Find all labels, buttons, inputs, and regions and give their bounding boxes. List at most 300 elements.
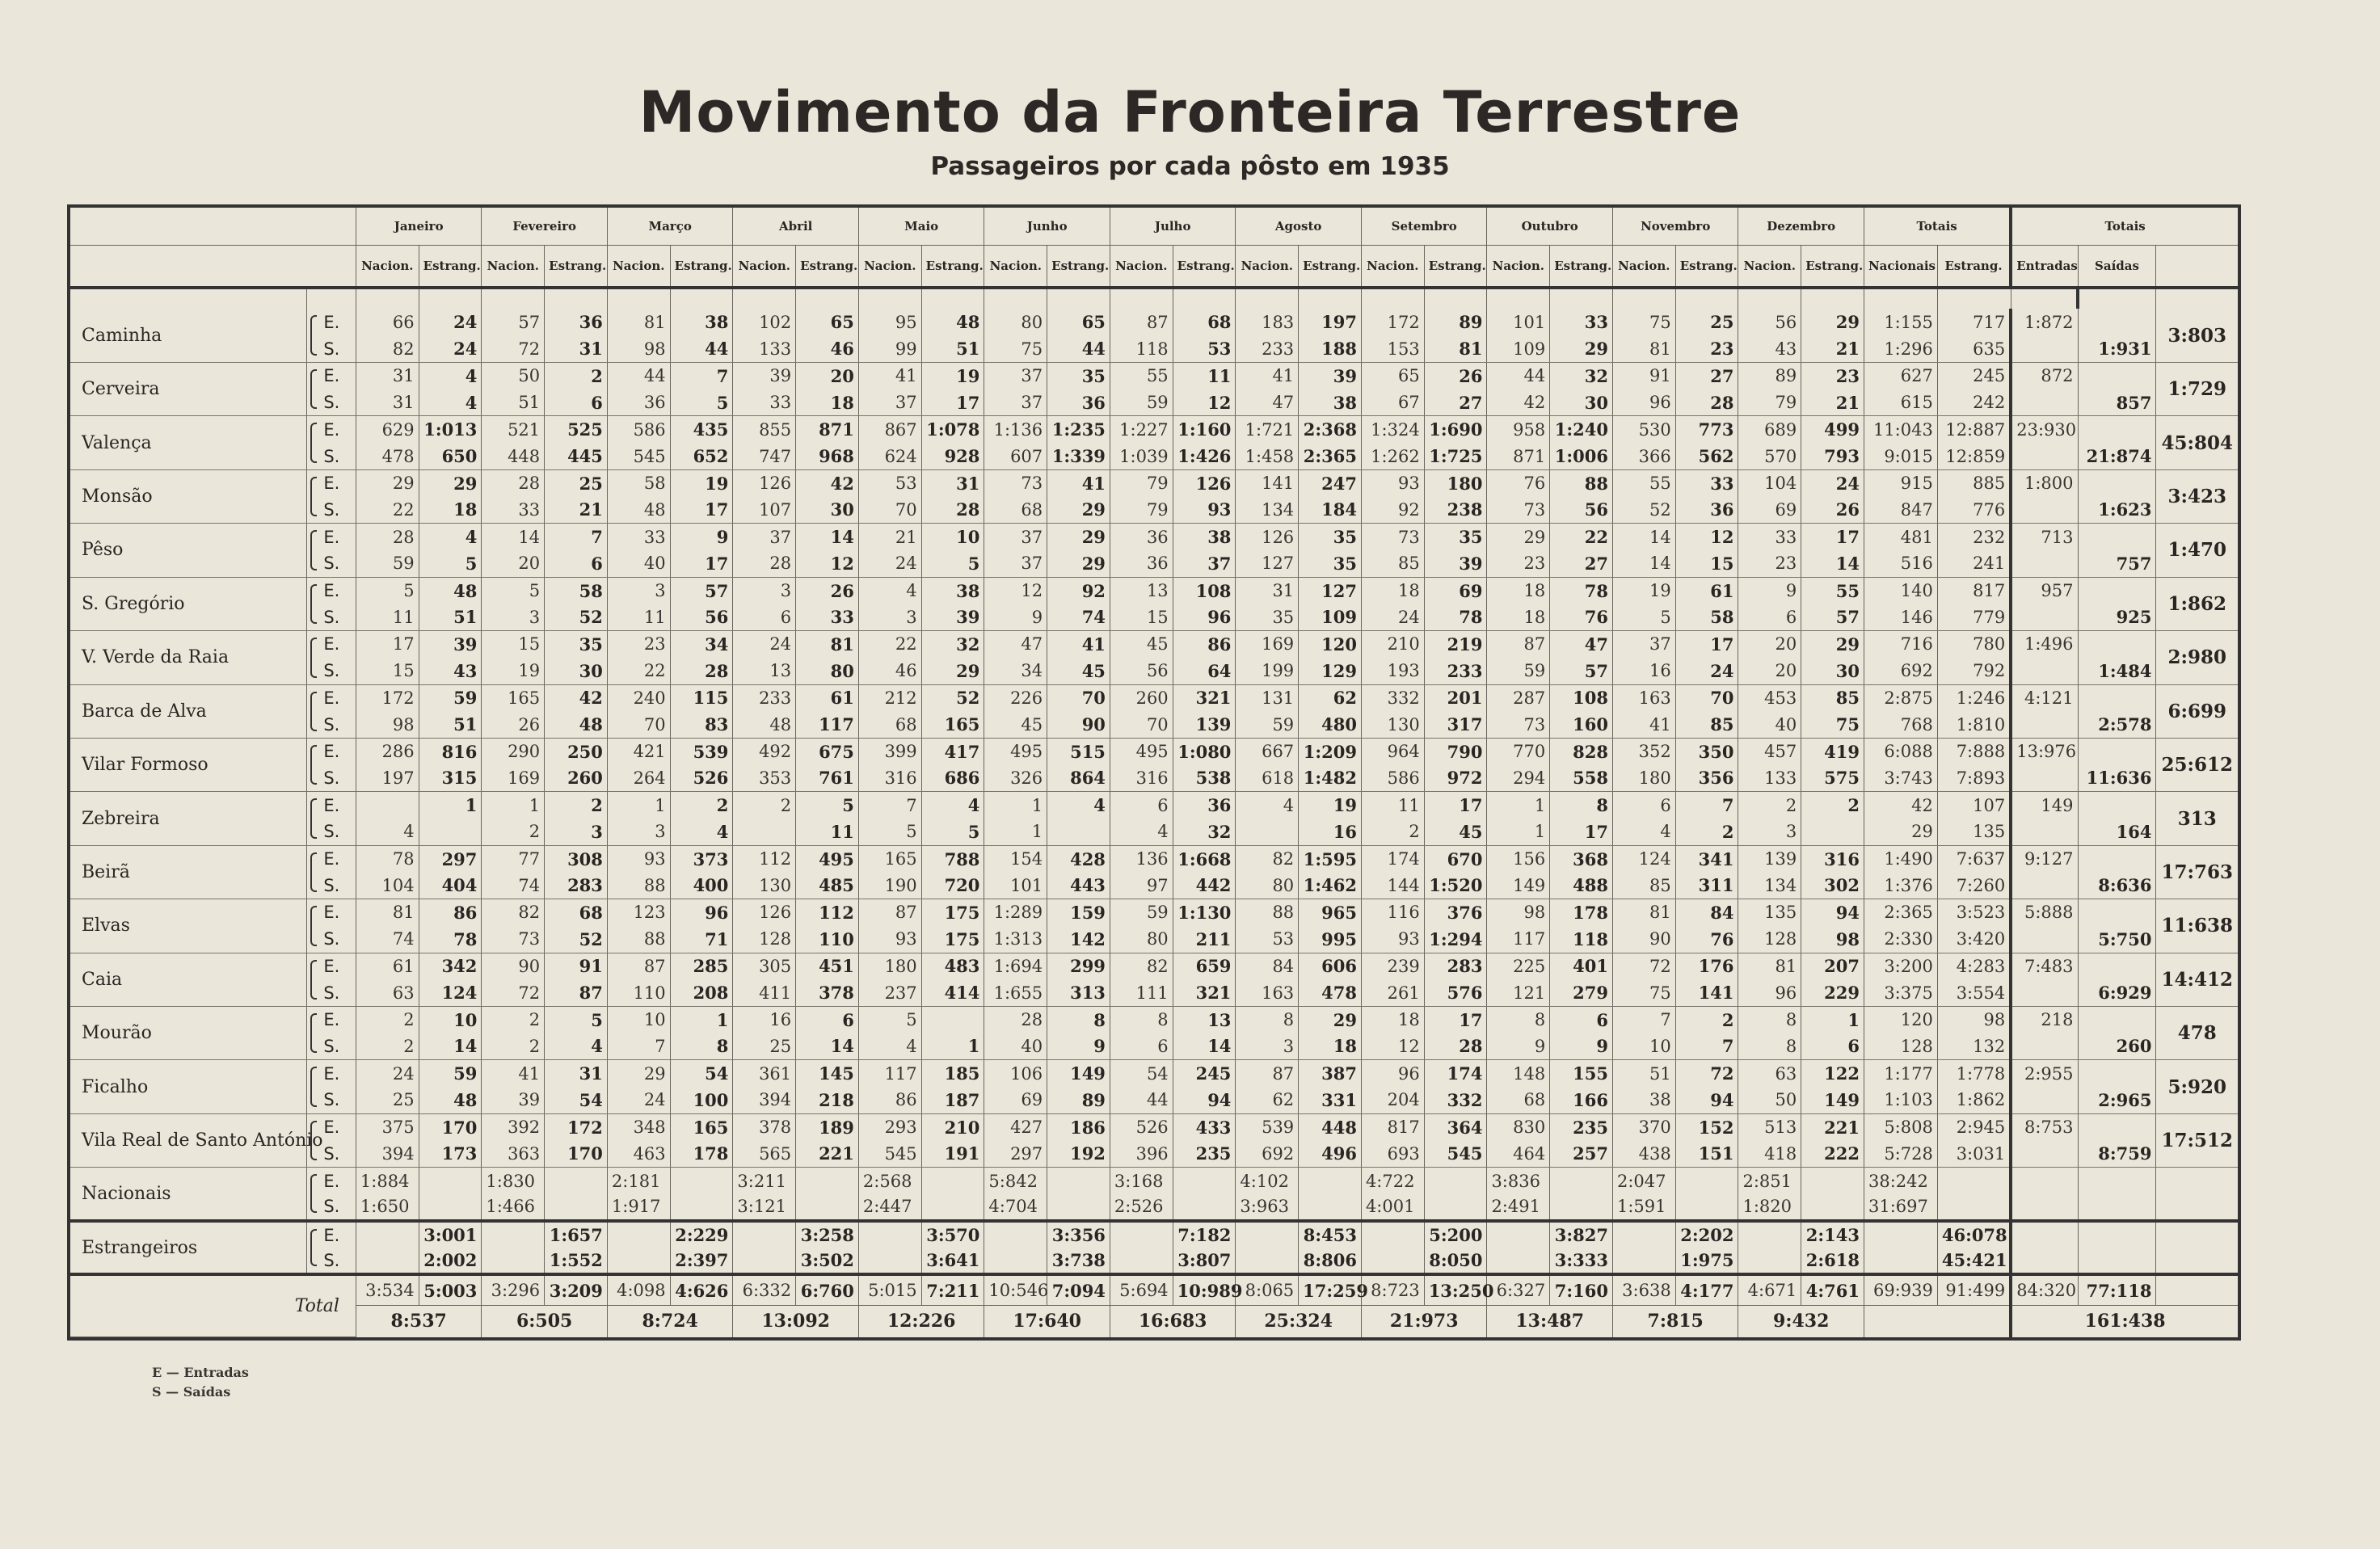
data-cell: 12:887 xyxy=(1937,416,2011,443)
data-cell xyxy=(2078,1060,2156,1087)
data-cell: 376 xyxy=(1424,899,1487,926)
data-cell: 39 xyxy=(733,363,796,389)
data-cell: 1:830 xyxy=(482,1168,545,1194)
col-nacion: Nacion. xyxy=(482,246,545,288)
data-cell: 59 xyxy=(1110,899,1173,926)
data-cell: 693 xyxy=(1361,1140,1424,1167)
grand-total-cell: 17:763 xyxy=(2156,845,2238,899)
data-cell: 1:013 xyxy=(419,416,482,443)
data-cell: 670 xyxy=(1424,845,1487,872)
data-cell: 153 xyxy=(1361,335,1424,362)
data-cell: 1:458 xyxy=(1236,443,1299,469)
data-cell: 100 xyxy=(670,1087,733,1113)
data-cell: 624 xyxy=(858,443,921,469)
data-cell: 173 xyxy=(419,1140,482,1167)
data-cell: 6 xyxy=(1801,1033,1864,1060)
total-cell: 84:320 xyxy=(2011,1274,2078,1305)
post-name: Vila Real de Santo António xyxy=(70,1113,307,1167)
data-cell xyxy=(1675,1168,1738,1194)
data-cell: 128 xyxy=(1738,926,1801,953)
data-cell: 78 xyxy=(419,926,482,953)
col-nacion: Nacion. xyxy=(1738,246,1801,288)
data-cell: 260 xyxy=(1110,684,1173,711)
data-cell: 146 xyxy=(1864,604,1937,630)
data-cell: 867 xyxy=(858,416,921,443)
data-cell: 28 xyxy=(1675,389,1738,416)
month-header: Março xyxy=(607,208,733,246)
data-cell: 149 xyxy=(1487,872,1550,899)
data-cell: 394 xyxy=(356,1140,419,1167)
post-name: V. Verde da Raia xyxy=(70,631,307,684)
data-cell: 667 xyxy=(1236,738,1299,764)
data-cell xyxy=(2078,845,2156,872)
data-cell: 332 xyxy=(1361,684,1424,711)
data-cell: 96 xyxy=(1738,979,1801,1006)
data-cell: 99 xyxy=(858,335,921,362)
data-cell: 3:963 xyxy=(1236,1194,1299,1221)
post-name: Cerveira xyxy=(70,363,307,416)
row-type-label: S. xyxy=(307,389,356,416)
data-cell xyxy=(1236,819,1299,845)
data-cell xyxy=(2078,684,2156,711)
data-cell: 1:657 xyxy=(545,1221,608,1248)
data-cell: 14 xyxy=(419,1033,482,1060)
data-cell: 25 xyxy=(356,1087,419,1113)
data-cell: 14 xyxy=(796,1033,859,1060)
row-type-label: S. xyxy=(307,1087,356,1113)
data-cell: 56 xyxy=(1738,309,1801,335)
data-cell: 23 xyxy=(1738,550,1801,577)
data-cell: 211 xyxy=(1173,926,1236,953)
data-cell: 39 xyxy=(1299,363,1362,389)
data-cell xyxy=(1047,1194,1110,1221)
data-cell: 480 xyxy=(1299,711,1362,738)
data-cell: 1:520 xyxy=(1424,872,1487,899)
data-cell: 6 xyxy=(796,1006,859,1033)
data-cell: 13 xyxy=(733,658,796,684)
data-cell: 3:807 xyxy=(1173,1248,1236,1274)
row-type-label: E. xyxy=(307,1006,356,1033)
data-cell: 3 xyxy=(545,819,608,845)
data-cell: 152 xyxy=(1675,1113,1738,1140)
month-sum-cell: 16:683 xyxy=(1110,1306,1236,1337)
data-cell: 42 xyxy=(1864,792,1937,819)
table-row xyxy=(70,550,2238,577)
data-cell: 24 xyxy=(356,1060,419,1087)
data-cell: 4 xyxy=(545,1033,608,1060)
data-cell: 121 xyxy=(1487,979,1550,1006)
data-cell: 428 xyxy=(1047,845,1110,872)
table-row xyxy=(70,1060,2238,1087)
data-cell: 2:365 xyxy=(1864,899,1937,926)
data-cell: 210 xyxy=(1361,631,1424,658)
total-cell: 91:499 xyxy=(1937,1274,2011,1305)
table-row xyxy=(70,577,2238,604)
data-cell: 483 xyxy=(921,953,984,979)
data-cell: 2 xyxy=(482,1006,545,1033)
data-cell: 221 xyxy=(796,1140,859,1167)
data-cell xyxy=(2011,711,2078,738)
data-cell: 82 xyxy=(482,899,545,926)
data-cell: 24 xyxy=(607,1087,670,1113)
data-cell: 692 xyxy=(1864,658,1937,684)
data-cell: 24 xyxy=(419,335,482,362)
grand-total-cell: 3:423 xyxy=(2156,469,2238,523)
data-cell: 370 xyxy=(1612,1113,1675,1140)
post-name: Ficalho xyxy=(70,1060,307,1113)
data-cell: 68 xyxy=(1487,1087,1550,1113)
data-cell: 2:851 xyxy=(1738,1168,1801,1194)
data-cell: 321 xyxy=(1173,979,1236,1006)
month-header: Outubro xyxy=(1487,208,1613,246)
data-cell xyxy=(545,1194,608,1221)
data-cell: 120 xyxy=(1299,631,1362,658)
data-cell: 1:235 xyxy=(1047,416,1110,443)
data-cell: 44 xyxy=(1110,1087,1173,1113)
data-cell: 7 xyxy=(670,363,733,389)
data-cell: 14 xyxy=(796,524,859,550)
data-cell xyxy=(2011,497,2078,524)
grand-total-cell xyxy=(2156,1221,2238,1274)
data-cell: 184 xyxy=(1299,497,1362,524)
data-cell: 1 xyxy=(419,792,482,819)
data-cell: 109 xyxy=(1487,335,1550,362)
nacionais-row xyxy=(70,1168,2238,1194)
data-cell: 1:820 xyxy=(1738,1194,1801,1221)
col-estrang: Estrang. xyxy=(1550,246,1613,288)
data-cell: 44 xyxy=(607,363,670,389)
data-cell: 87 xyxy=(1487,631,1550,658)
data-cell: 1 xyxy=(984,819,1047,845)
page-subtitle: Passageiros por cada pôsto em 1935 xyxy=(930,152,1450,181)
row-type-label: S. xyxy=(307,979,356,1006)
col-nacion: Nacion. xyxy=(1236,246,1299,288)
data-cell: 41 xyxy=(858,363,921,389)
data-cell xyxy=(2011,1248,2078,1274)
data-cell: 1:591 xyxy=(1612,1194,1675,1221)
data-cell: 232 xyxy=(1937,524,2011,550)
data-cell: 73 xyxy=(1361,524,1424,550)
data-cell: 165 xyxy=(670,1113,733,1140)
data-cell: 14 xyxy=(1612,524,1675,550)
data-cell: 311 xyxy=(1675,872,1738,899)
spacer-cell xyxy=(670,288,733,309)
data-cell xyxy=(419,819,482,845)
total-cell: 6:332 xyxy=(733,1274,796,1305)
data-cell: 48 xyxy=(419,577,482,604)
header-months-row xyxy=(70,208,2238,246)
data-cell xyxy=(1550,1194,1613,1221)
data-cell: 37 xyxy=(1173,550,1236,577)
total-cell: 6:760 xyxy=(796,1274,859,1305)
data-cell: 149 xyxy=(2011,792,2078,819)
data-cell: 30 xyxy=(1801,658,1864,684)
data-cell: 88 xyxy=(607,926,670,953)
data-cell: 2:568 xyxy=(858,1168,921,1194)
data-cell: 122 xyxy=(1801,1060,1864,1087)
month-sum-cell: 17:640 xyxy=(984,1306,1110,1337)
data-cell: 1 xyxy=(482,792,545,819)
data-cell: 64 xyxy=(1173,658,1236,684)
row-type-label: E. xyxy=(307,577,356,604)
data-cell: 8:753 xyxy=(2011,1113,2078,1140)
data-cell: 1:080 xyxy=(1173,738,1236,764)
data-cell: 52 xyxy=(1612,497,1675,524)
data-cell xyxy=(356,792,419,819)
data-cell: 26 xyxy=(796,577,859,604)
data-cell: 46:078 xyxy=(1937,1221,2011,1248)
data-cell: 396 xyxy=(1110,1140,1173,1167)
data-cell: 36 xyxy=(607,389,670,416)
data-cell: 25 xyxy=(1675,309,1738,335)
data-cell xyxy=(1110,1248,1173,1274)
data-cell: 495 xyxy=(796,845,859,872)
data-cell: 94 xyxy=(1675,1087,1738,1113)
data-cell: 451 xyxy=(796,953,859,979)
data-cell: 7 xyxy=(607,1033,670,1060)
data-cell: 8:050 xyxy=(1424,1248,1487,1274)
col-saidas: Saídas xyxy=(2078,246,2156,288)
data-cell: 6:088 xyxy=(1864,738,1937,764)
row-type-label: S. xyxy=(307,1033,356,1060)
data-cell: 464 xyxy=(1487,1140,1550,1167)
data-cell: 3:523 xyxy=(1937,899,2011,926)
data-cell: 2:447 xyxy=(858,1194,921,1221)
data-cell: 606 xyxy=(1299,953,1362,979)
month-sum-cell: 21:973 xyxy=(1361,1306,1487,1337)
data-cell: 47 xyxy=(1236,389,1299,416)
spacer-cell xyxy=(1299,288,1362,309)
data-cell: 33 xyxy=(482,497,545,524)
data-cell: 770 xyxy=(1487,738,1550,764)
spacer-cell xyxy=(1236,288,1299,309)
data-cell: 55 xyxy=(1801,577,1864,604)
data-cell: 59 xyxy=(356,550,419,577)
data-cell: 90 xyxy=(482,953,545,979)
data-cell: 5:200 xyxy=(1424,1221,1487,1248)
data-cell: 110 xyxy=(607,979,670,1006)
data-cell: 1 xyxy=(1487,819,1550,845)
data-cell: 52 xyxy=(921,684,984,711)
header-corner xyxy=(70,208,356,246)
data-cell: 1:484 xyxy=(2078,658,2156,684)
data-cell: 21 xyxy=(1801,389,1864,416)
data-cell: 32 xyxy=(1550,363,1613,389)
month-sum-cell: 7:815 xyxy=(1612,1306,1738,1337)
data-cell: 46 xyxy=(858,658,921,684)
data-cell: 41 xyxy=(1612,711,1675,738)
data-cell xyxy=(2078,792,2156,819)
data-cell: 71 xyxy=(670,926,733,953)
data-cell: 44 xyxy=(1047,335,1110,362)
data-cell: 635 xyxy=(1937,335,2011,362)
data-cell: 9 xyxy=(670,524,733,550)
data-cell: 78 xyxy=(356,845,419,872)
data-cell: 87 xyxy=(1110,309,1173,335)
data-cell: 126 xyxy=(1173,469,1236,496)
data-cell: 233 xyxy=(1236,335,1299,362)
data-cell: 3 xyxy=(482,604,545,630)
data-cell: 257 xyxy=(1550,1140,1613,1167)
data-cell: 180 xyxy=(1424,469,1487,496)
total-cell: 10:546 xyxy=(984,1274,1047,1305)
data-cell xyxy=(1047,819,1110,845)
data-cell: 38 xyxy=(1612,1087,1675,1113)
data-cell: 3:641 xyxy=(921,1248,984,1274)
data-cell: 364 xyxy=(1424,1113,1487,1140)
data-cell: 108 xyxy=(1550,684,1613,711)
estrangeiros-row xyxy=(70,1221,2238,1248)
data-cell xyxy=(2011,1033,2078,1060)
data-cell: 65 xyxy=(1361,363,1424,389)
data-cell: 8 xyxy=(1047,1006,1110,1033)
spacer-cell xyxy=(1487,288,1550,309)
data-cell: 58 xyxy=(545,577,608,604)
header-corner-sub xyxy=(70,246,356,288)
data-cell xyxy=(1864,1221,1937,1248)
data-cell: 33 xyxy=(607,524,670,550)
data-cell: 4 xyxy=(921,792,984,819)
data-cell: 237 xyxy=(858,979,921,1006)
data-cell xyxy=(1550,1168,1613,1194)
data-cell: 222 xyxy=(1801,1140,1864,1167)
row-type-label: S. xyxy=(307,819,356,845)
data-cell: 6 xyxy=(545,550,608,577)
data-cell: 34 xyxy=(670,631,733,658)
data-cell: 89 xyxy=(1424,309,1487,335)
data-cell: 414 xyxy=(921,979,984,1006)
data-cell: 240 xyxy=(607,684,670,711)
data-cell xyxy=(1937,1194,2011,1221)
data-cell: 7:260 xyxy=(1937,872,2011,899)
data-cell: 387 xyxy=(1299,1060,1362,1087)
data-cell: 342 xyxy=(419,953,482,979)
data-cell: 297 xyxy=(984,1140,1047,1167)
data-cell: 308 xyxy=(545,845,608,872)
row-type-label: S. xyxy=(307,926,356,953)
col-estrang: Estrang. xyxy=(419,246,482,288)
data-cell: 68 xyxy=(545,899,608,926)
data-cell: 4 xyxy=(419,524,482,550)
data-cell: 562 xyxy=(1675,443,1738,469)
data-cell: 14 xyxy=(1612,550,1675,577)
data-cell: 8:759 xyxy=(2078,1140,2156,1167)
grand-total-cell: 17:512 xyxy=(2156,1113,2238,1167)
total-cell: 13:250 xyxy=(1424,1274,1487,1305)
data-cell: 245 xyxy=(1937,363,2011,389)
month-sum-cell: 9:432 xyxy=(1738,1306,1864,1337)
data-cell: 3 xyxy=(733,577,796,604)
data-cell: 75 xyxy=(1612,979,1675,1006)
data-cell: 2:181 xyxy=(607,1168,670,1194)
data-cell: 135 xyxy=(1738,899,1801,926)
data-cell: 169 xyxy=(1236,631,1299,658)
data-cell: 720 xyxy=(921,872,984,899)
data-cell: 30 xyxy=(796,497,859,524)
data-cell: 17 xyxy=(670,497,733,524)
month-header: Fevereiro xyxy=(482,208,608,246)
data-cell xyxy=(1612,1221,1675,1248)
data-cell xyxy=(1801,819,1864,845)
data-cell: 36 xyxy=(1173,792,1236,819)
data-cell: 2:945 xyxy=(1937,1113,2011,1140)
data-cell xyxy=(419,1168,482,1194)
data-cell: 133 xyxy=(733,335,796,362)
data-cell: 4:722 xyxy=(1361,1168,1424,1194)
table-row xyxy=(70,845,2238,872)
data-cell: 790 xyxy=(1424,738,1487,764)
data-cell: 134 xyxy=(1236,497,1299,524)
data-cell: 10 xyxy=(1612,1033,1675,1060)
data-cell: 1:262 xyxy=(1361,443,1424,469)
data-cell: 81 xyxy=(1612,335,1675,362)
data-cell: 37 xyxy=(984,389,1047,416)
data-cell: 394 xyxy=(733,1087,796,1113)
data-cell: 400 xyxy=(670,872,733,899)
data-cell: 29 xyxy=(1550,335,1613,362)
data-cell: 22 xyxy=(858,631,921,658)
data-cell: 321 xyxy=(1173,684,1236,711)
data-cell: 1 xyxy=(984,792,1047,819)
data-cell: 85 xyxy=(1801,684,1864,711)
data-cell: 545 xyxy=(1424,1140,1487,1167)
data-cell: 59 xyxy=(419,684,482,711)
spacer-cell xyxy=(70,288,307,309)
data-cell: 79 xyxy=(1110,469,1173,496)
data-cell: 652 xyxy=(670,443,733,469)
data-cell: 45 xyxy=(1424,819,1487,845)
data-cell: 29 xyxy=(1047,524,1110,550)
data-cell: 101 xyxy=(1487,309,1550,335)
data-cell: 88 xyxy=(1236,899,1299,926)
data-cell: 317 xyxy=(1424,711,1487,738)
data-cell xyxy=(2078,738,2156,764)
data-cell: 106 xyxy=(984,1060,1047,1087)
data-cell xyxy=(2078,1168,2156,1194)
data-cell xyxy=(2078,631,2156,658)
data-cell: 615 xyxy=(1864,389,1937,416)
data-cell: 855 xyxy=(733,416,796,443)
data-cell: 14 xyxy=(1173,1033,1236,1060)
data-cell: 1:426 xyxy=(1173,443,1236,469)
data-cell: 241 xyxy=(1937,550,2011,577)
data-cell: 87 xyxy=(858,899,921,926)
data-cell: 98 xyxy=(1937,1006,2011,1033)
spacer-cell xyxy=(1801,288,1864,309)
data-cell: 13:976 xyxy=(2011,738,2078,764)
data-cell: 4 xyxy=(1236,792,1299,819)
data-cell: 817 xyxy=(1937,577,2011,604)
data-cell: 250 xyxy=(545,738,608,764)
data-cell: 779 xyxy=(1937,604,2011,630)
data-cell: 233 xyxy=(733,684,796,711)
data-cell: 31 xyxy=(356,363,419,389)
data-cell xyxy=(2011,389,2078,416)
total-cell: 7:211 xyxy=(921,1274,984,1305)
data-cell: 35 xyxy=(1236,604,1299,630)
table-row xyxy=(70,631,2238,658)
data-cell: 151 xyxy=(1675,1140,1738,1167)
data-cell: 33 xyxy=(1738,524,1801,550)
data-cell xyxy=(607,1248,670,1274)
spacer-cell xyxy=(545,288,608,309)
row-type-label: S. xyxy=(307,604,356,630)
data-cell: 5 xyxy=(670,389,733,416)
data-cell: 136 xyxy=(1110,845,1173,872)
grand-total-cell: 45:804 xyxy=(2156,416,2238,469)
spacer-cell xyxy=(921,288,984,309)
data-cell: 418 xyxy=(1738,1140,1801,1167)
